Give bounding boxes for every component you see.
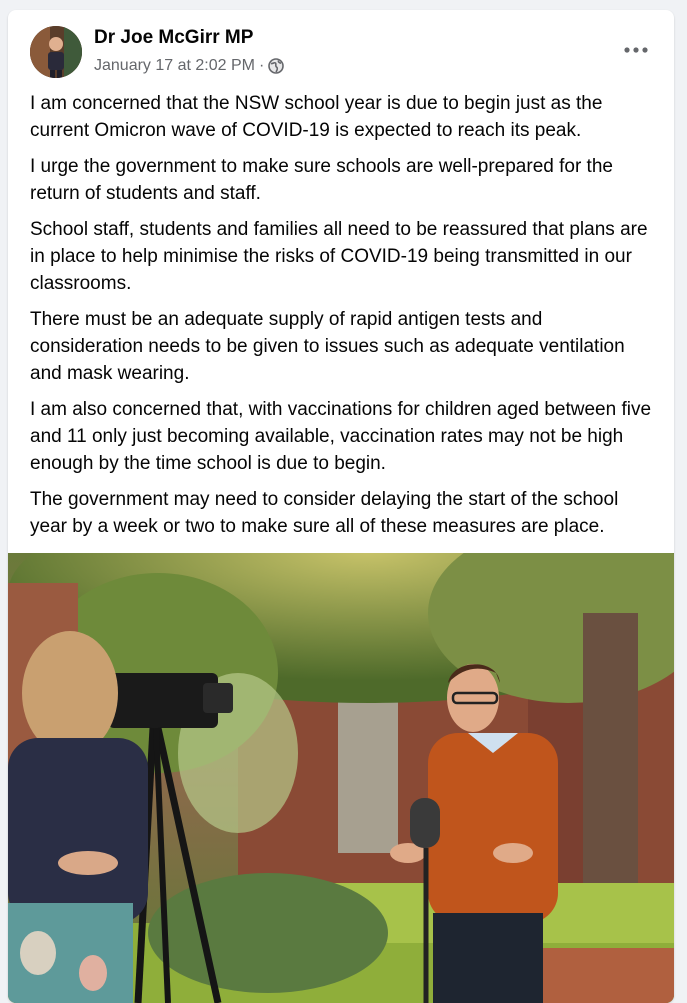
avatar-image <box>30 26 82 78</box>
more-options-icon[interactable] <box>618 40 654 60</box>
post-paragraph: There must be an adequate supply of rapid antigen tests and consideration needs to be given to issues such as adequate ventilation and mask wearing. <box>30 309 625 384</box>
globe-icon[interactable] <box>268 58 284 74</box>
post-paragraph: I urge the government to make sure schools are well-prepared for the return of students and staff. <box>30 156 613 204</box>
post-paragraph: I am concerned that the NSW school year is due to begin just as the current Omicron wave of COVID-19 is expected to reach its peak. <box>30 93 603 141</box>
author-name[interactable]: Dr Joe McGirr MP <box>94 27 254 48</box>
post-timestamp[interactable]: January 17 at 2:02 PM <box>94 57 255 74</box>
post-photo[interactable] <box>8 553 674 1003</box>
post-paragraph: The government may need to consider delaying the start of the school year by a week or two to make sure all of these measures are place. <box>30 489 619 537</box>
post-meta <box>94 57 284 75</box>
post-photo-image <box>8 553 674 1003</box>
post-paragraph: School staff, students and families all need to be reassured that plans are in place to help minimise the risks of COVID-19 being transmitted in our classrooms. <box>30 219 648 294</box>
meta-separator: · <box>258 57 265 74</box>
avatar[interactable] <box>30 26 82 78</box>
post-header <box>8 10 674 88</box>
post-paragraph: I am also concerned that, with vaccinations for children aged between five and 11 only just becoming available, vaccination rates may not be high enough by the time school is due to begin. <box>30 399 652 474</box>
post-card <box>8 10 674 1003</box>
post-body <box>30 90 660 549</box>
